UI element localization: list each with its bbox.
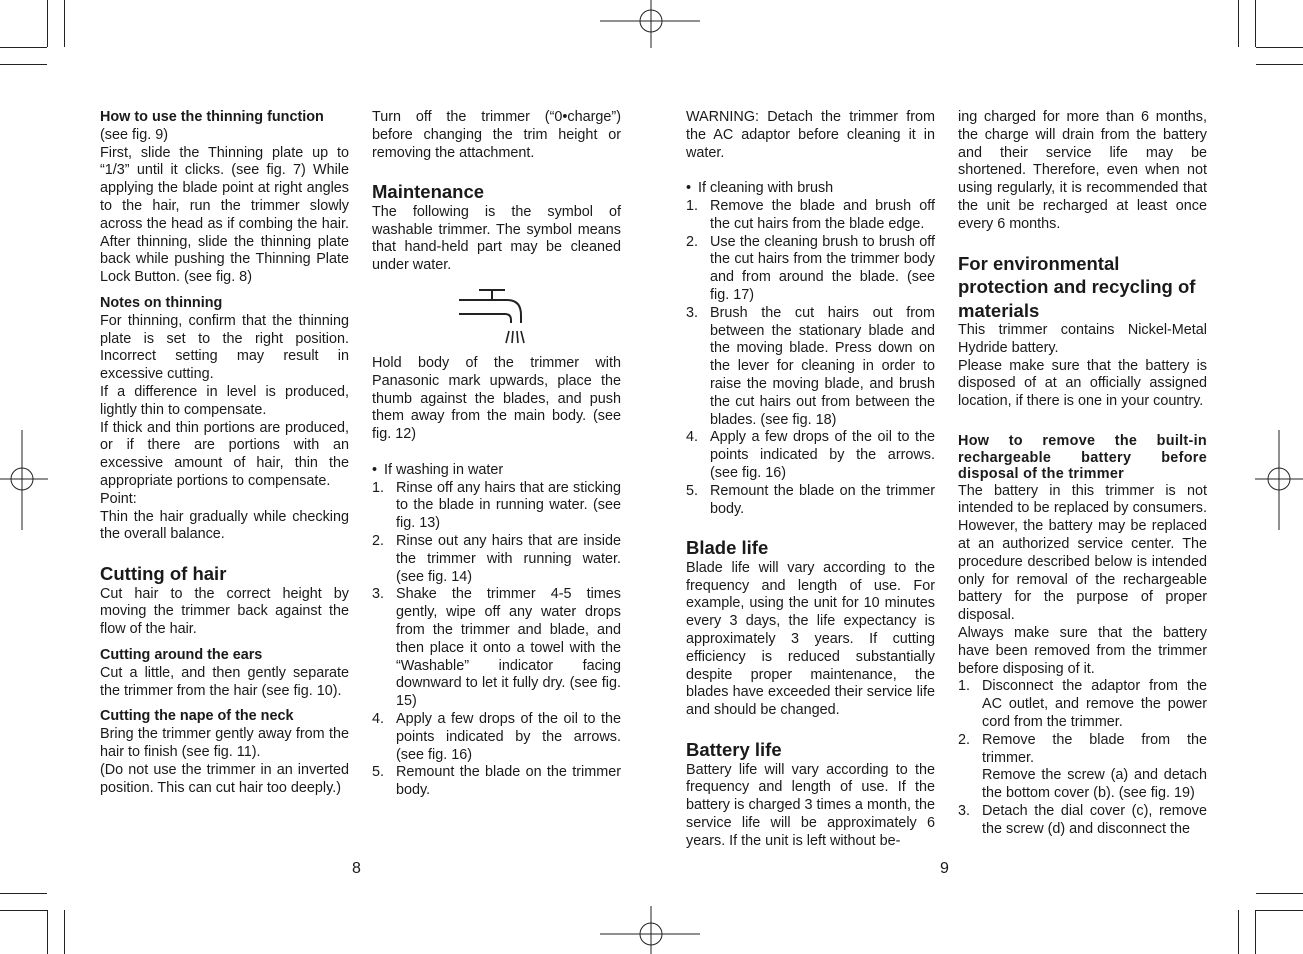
cutting-title: Cutting of hair bbox=[100, 563, 227, 585]
notes-paragraph-1: For thinning, confirm that the thinning plate is set to the right position. Incorrect setting may result in excessive cutting. bbox=[100, 312, 349, 383]
washable-faucet-icon bbox=[457, 287, 537, 349]
page-number-right: 9 bbox=[940, 860, 949, 877]
brush-bullet-label: If cleaning with brush bbox=[698, 180, 834, 197]
washing-bullet: • If washing in water bbox=[372, 461, 504, 478]
ears-title: Cutting around the ears bbox=[100, 647, 263, 664]
intro-text: Turn off the trimmer (“0•charge”) before changing the trim height or removing the attachment. bbox=[372, 109, 621, 161]
registration-mark-left bbox=[0, 430, 48, 530]
thinning-title: How to use the thinning function bbox=[100, 109, 324, 125]
battery-life-title: Battery life bbox=[686, 739, 782, 760]
thinning-ref: (see fig. 9) bbox=[100, 126, 168, 143]
nape-body-2: (Do not use the trimmer in an inverted position. This can cut hair too deeply.) bbox=[100, 761, 349, 796]
brush-steps bbox=[686, 198, 935, 518]
blade-life-body: Blade life will vary according to the frequency and length of use. For example, using the unit for 10 minutes every 3 days, the life expectancy is approximately 3 years. If cutting efficiency is reduced substantially despite proper maintenance, the blades have exceeded their service life and should be changed. bbox=[686, 559, 935, 719]
registration-mark-bottom bbox=[600, 906, 700, 954]
remove-battery-body-1: The battery in this trimmer is not intended to be replaced by consumers. However, the battery may be replaced at an authorized service center. The procedure described below is intended only for removal of the rechargeable battery for the purpose of proper disposal. bbox=[958, 482, 1207, 624]
list-item: 5. Remount the blade on the trimmer body. bbox=[686, 482, 935, 517]
nape-body-1: Bring the trimmer gently away from the hair to finish (see fig. 11). bbox=[100, 726, 349, 760]
maintenance-body: The following is the symbol of washable trimmer. The symbol means that hand-held part may be cleaned under water. bbox=[372, 203, 621, 274]
remove-battery-title: How to remove the built-in rechargeable battery before disposal of the trimmer bbox=[958, 433, 1207, 483]
ears-body: Cut a little, and then gently separate the trimmer from the hair (see fig. 10). bbox=[100, 664, 349, 699]
list-item: 3. Detach the dial cover (c), remove the screw (d) and disconnect the bbox=[958, 802, 1207, 837]
registration-mark-top bbox=[600, 0, 700, 48]
washing-steps bbox=[372, 480, 621, 800]
battery-life-body: Battery life will vary according to the frequency and length of use. If the battery is charged 3 times a month, the service life will be approximately 6 years. If the unit is left without be- bbox=[686, 761, 935, 849]
washing-bullet-label: If washing in water bbox=[384, 461, 504, 478]
battery-continued: ing charged for more than 6 months, the charge will drain from the battery and their service life may be shortened. Therefore, even when not using regularly, it is recommended that the unit be recharged at least once every 6 months. bbox=[958, 109, 1207, 232]
list-item: 1. Disconnect the adaptor from the AC outlet, and remove the power cord from the trimmer. bbox=[958, 678, 1207, 730]
remove-battery-body-2: Always make sure that the battery have been removed from the trimmer before disposing of it. bbox=[958, 624, 1207, 677]
environment-body-2: Please make sure that the battery is disposed of at an officially assigned location, if there is one in your country. bbox=[958, 357, 1207, 410]
column-2 bbox=[372, 109, 621, 800]
list-item: 1. Remove the blade and brush off the cut hairs from the blade edge. bbox=[686, 197, 935, 232]
notes-paragraph-3: If thick and thin portions are produced, or if there are portions with an excessive amount of hair, thin the appropriate portions to compensate. bbox=[100, 419, 349, 489]
column-1 bbox=[100, 109, 349, 797]
nape-title: Cutting the nape of the neck bbox=[100, 708, 294, 725]
maintenance-title: Maintenance bbox=[372, 181, 485, 203]
step-2-note: Remove the screw (a) and detach the bottom cover (b). (see fig. 19) bbox=[982, 767, 1207, 802]
environment-body-1: This trimmer contains Nickel-Metal Hydride battery. bbox=[958, 322, 1207, 356]
list-item: 4. Apply a few drops of the oil to the points indicated by the arrows. (see fig. 16) bbox=[372, 711, 621, 763]
cutting-body: Cut hair to the correct height by moving the trimmer back against the flow of the hair. bbox=[100, 585, 349, 638]
point-label: Point: bbox=[100, 490, 137, 507]
hold-body: Hold body of the trimmer with Panasonic mark upwards, place the thumb against the blades, and push them away from the main body. (see fig. 12) bbox=[372, 355, 621, 443]
point-body: Thin the hair gradually while checking the overall balance. bbox=[100, 508, 349, 543]
list-item: 2. Remove the blade from the trimmer. Remove the screw (a) and detach the bottom cover (b). (see fig. 19) bbox=[958, 731, 1207, 802]
remove-battery-steps bbox=[958, 678, 1207, 838]
blade-life-title: Blade life bbox=[686, 537, 769, 559]
list-item: 4. Apply a few drops of the oil to the points indicated by the arrows. (see fig. 16) bbox=[686, 429, 935, 481]
list-item: 5. Remount the blade on the trimmer body. bbox=[372, 764, 621, 799]
notes-title: Notes on thinning bbox=[100, 294, 223, 311]
list-item: 2. Rinse out any hairs that are inside the trimmer with running water. (see fig. 14) bbox=[372, 533, 621, 585]
list-item: 1. Rinse off any hairs that are sticking to the blade in running water. (see fig. 13) bbox=[372, 479, 621, 532]
column-3 bbox=[686, 109, 935, 850]
brush-bullet: • If cleaning with brush bbox=[686, 180, 834, 197]
column-4 bbox=[958, 109, 1207, 839]
environment-title: For environmental protection and recycling of materials bbox=[958, 252, 1196, 321]
warning-text: WARNING: Detach the trimmer from the AC adaptor before cleaning it in water. bbox=[686, 109, 935, 161]
list-item: 3. Shake the trimmer 4-5 times gently, wipe off any water drops from the trimmer and blade, and then place it onto a towel with the “Washable” indicator facing downward to let it fully dry. (see fig. 15) bbox=[372, 586, 621, 710]
thinning-body: First, slide the Thinning plate up to “1/3” until it clicks. (see fig. 7) While applying the blade point at right angles to the hair, run the trimmer slowly across the head as if combing the hair. After thinning, slide the thinning plate back while pushing the Thinning Plate Lock Button. (see fig. 8) bbox=[100, 144, 349, 286]
list-item: 2. Use the cleaning brush to brush off the cut hairs from the trimmer body and from around the blade. (see fig. 17) bbox=[686, 233, 935, 303]
notes-paragraph-2: If a difference in level is produced, lightly thin to compensate. bbox=[100, 383, 349, 418]
list-item: 3. Brush the cut hairs out from between the stationary blade and the moving blade. Press down on the lever for cleaning in order to raise the moving blade, and brush the cut hairs out from between the blades. (see fig. 18) bbox=[686, 304, 935, 428]
page-number-left: 8 bbox=[352, 860, 361, 877]
registration-mark-right bbox=[1255, 430, 1303, 530]
